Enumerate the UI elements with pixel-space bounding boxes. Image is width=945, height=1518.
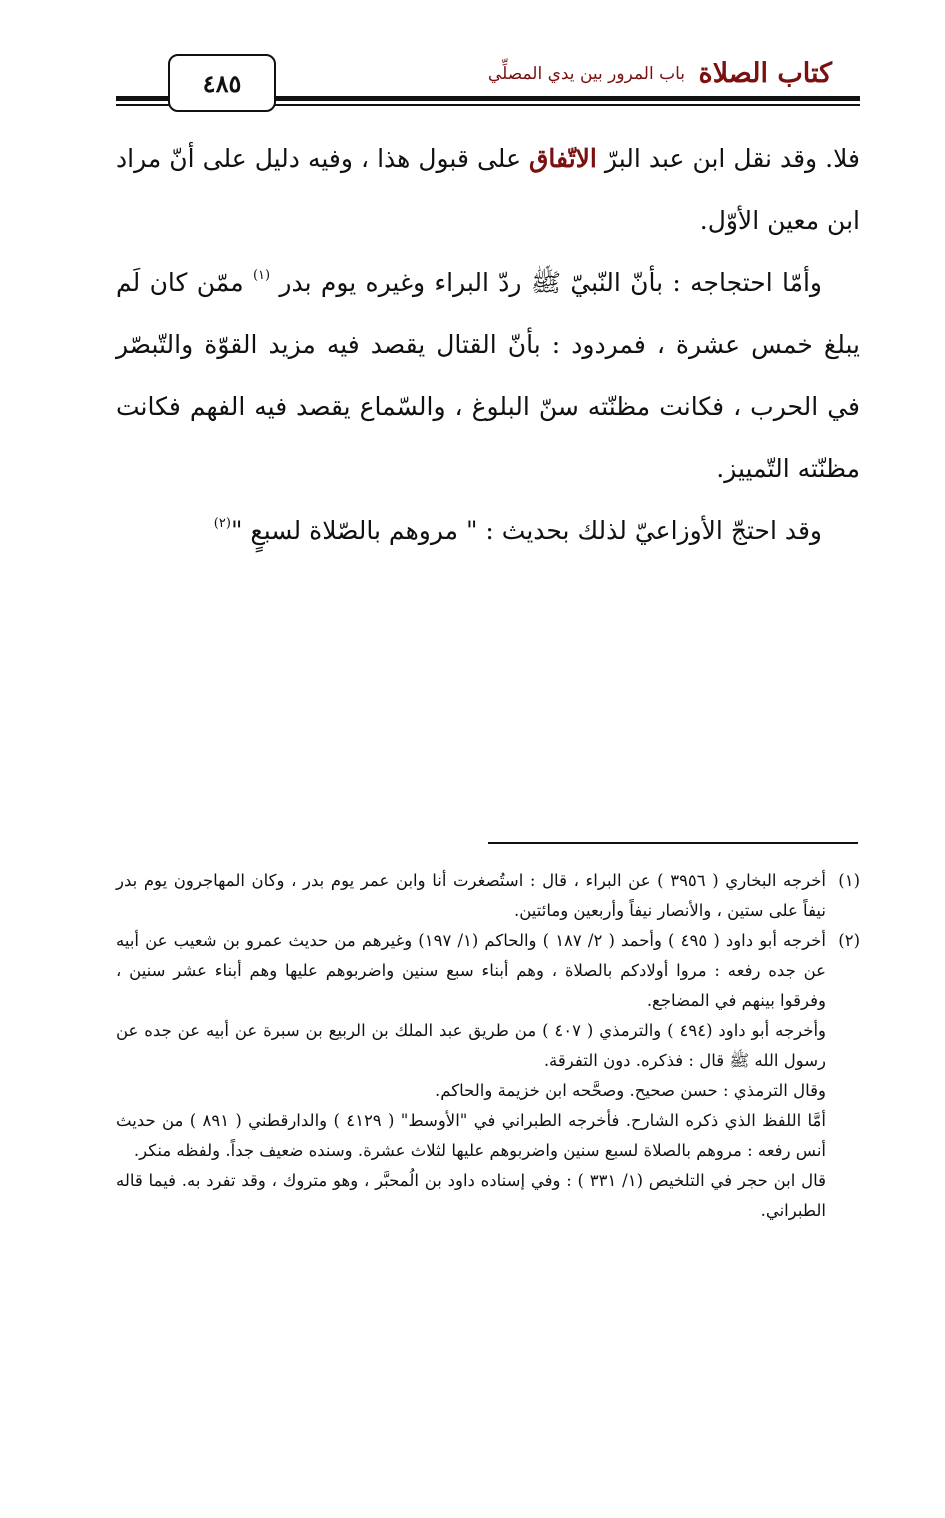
paragraph-3 (116, 500, 860, 562)
footnote-ref-1[interactable]: (١) (252, 268, 271, 283)
footnote-2 (116, 926, 860, 1016)
page-number: ٤٨٥ (168, 54, 276, 112)
footnote-1 (116, 866, 860, 926)
paragraph-2-start: وأمّا احتجاجه : بأنّ النّبيّ ﷺ ردّ البراء وغيره يوم بدر (270, 268, 822, 297)
highlighted-term: الاتّفاق (529, 144, 597, 173)
footnote-2-line-5: قال ابن حجر في التلخيص (١/ ٣٣١ ) : وفي إسناده داود بن الُمحبَّر ، وهو متروك ، وقد تفرد به. فيما قاله الطبراني. (116, 1171, 826, 1220)
footnotes (116, 866, 860, 1226)
paragraph-1-start: فلا. وقد نقل ابن عبد البرّ (596, 144, 860, 173)
footnote-1-number: (١) (838, 871, 860, 890)
main-text (116, 128, 860, 562)
paragraph-1-end: على قبول هذا ، وفيه دليل على أنّ مراد ابن معين الأوّل. (116, 144, 860, 235)
chapter-title: باب المرور بين يدي المصلِّي (487, 64, 685, 84)
footnote-2-number: (٢) (838, 931, 860, 950)
book-title: كتاب الصلاة (698, 58, 832, 89)
footnote-1-text: أخرجه البخاري ( ٣٩٥٦ ) عن البراء ، قال : استُصغرت أنا وابن عمر يوم بدر ، وكان المهاجرون يوم بدر نيفاً على ستين ، والأنصار نيفاً وأربعين ومائتين. (116, 871, 826, 920)
page-header (116, 52, 860, 110)
paragraph-2 (116, 252, 860, 500)
footnote-2-line-2: وأخرجه أبو داود (٤٩٤ ) والترمذي ( ٤٠٧ ) من طريق عبد الملك بن الربيع بن سبرة عن أبيه عن جده عن رسول الله ﷺ قال : فذكره. دون التفرقة. (116, 1021, 827, 1070)
footnote-2-line-3: وقال الترمذي : حسن صحيح. وصحَّحه ابن خزيمة والحاكم. (435, 1081, 826, 1100)
footnote-2-text: أخرجه أبو داود ( ٤٩٥ ) وأحمد ( ٢/ ١٨٧ ) والحاكم (١/ ١٩٧) وغيرهم من حديث عمرو بن شعيب عن أبيه عن جده رفعه : مروا أولادكم بالصلاة ، وهم أبناء سبع سنين واضربوهم عليها وهم أبناء عشر سنين ، وفرقوا بينهم في المضاجع. (116, 931, 826, 1010)
paragraph-2-end: ممّن كان لَم يبلغ خمس عشرة ، فمردود : بأنّ القتال يقصد فيه مزيد القوّة والتّبصّر في الحرب ، فكانت مظنّته سنّ البلوغ ، والسّماع يقصد فيه الفهم فكانت مظنّته التّمييز. (116, 268, 860, 483)
paragraph-1 (116, 128, 860, 252)
footnote-ref-2[interactable]: (٢) (213, 516, 231, 531)
footnote-2-line-4: أمَّا اللفظ الذي ذكره الشارح. فأخرجه الطبراني في "الأوسط" ( ٤١٢٩ ) والدارقطني ( ٨٩١ ) من حديث أنس رفعه : مروهم بالصلاة لسبع سنين واضربوهم عليها لثلاث عشرة. وسنده ضعيف جداً. ولفظه منكر. (116, 1111, 826, 1160)
footnote-separator (488, 842, 858, 844)
paragraph-3-text: وقد احتجّ الأوزاعيّ لذلك بحديث : " مروهم بالصّلاة لسبعٍ " (230, 516, 822, 545)
